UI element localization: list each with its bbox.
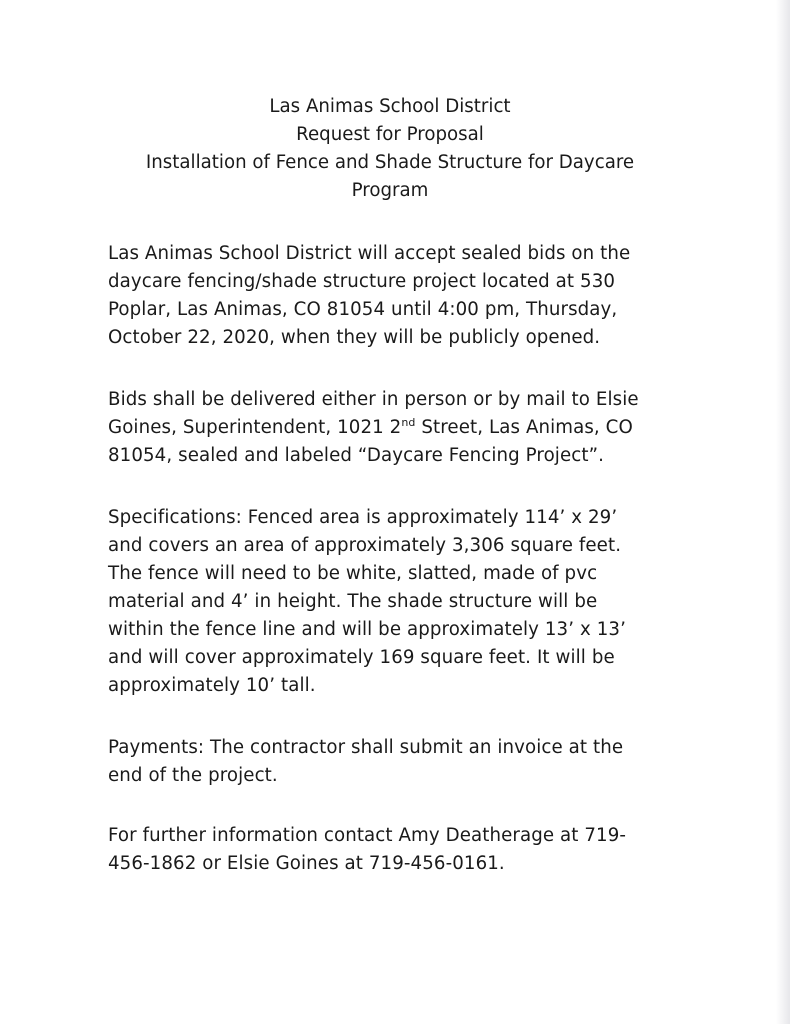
contact-paragraph	[108, 822, 708, 878]
document-header	[60, 93, 720, 205]
specifications-paragraph	[108, 504, 708, 700]
address-text-end: Street, Las Animas, CO	[415, 417, 633, 438]
paragraph-line: Poplar, Las Animas, CO 81054 until 4:00 pm, Thursday,	[108, 299, 618, 320]
paragraph-line: within the fence line and will be approximately 13’ x 13’	[108, 619, 626, 640]
page-edge-shadow	[776, 0, 790, 1024]
paragraph-line: Bids shall be delivered either in person or by mail to Elsie	[108, 389, 639, 410]
paragraph-line: and will cover approximately 169 square feet. It will be	[108, 647, 615, 668]
header-project-title-continued: Program	[351, 180, 429, 201]
paragraph-line: end of the project.	[108, 765, 278, 786]
ordinal-suffix: nd	[401, 415, 416, 429]
paragraph-line: approximately 10’ tall.	[108, 675, 316, 696]
header-district-name: Las Animas School District	[269, 96, 511, 117]
paragraph-line: For further information contact Amy Deatherage at 719-	[108, 825, 627, 846]
paragraph-line: 81054, sealed and labeled “Daycare Fencing Project”.	[108, 445, 604, 466]
header-project-title: Installation of Fence and Shade Structure for Daycare	[145, 152, 635, 173]
paragraph-line: and covers an area of approximately 3,306 square feet.	[108, 535, 622, 556]
paragraph-line: Las Animas School District will accept sealed bids on the	[108, 243, 631, 264]
paragraph-line-address	[108, 414, 708, 442]
paragraph-line: October 22, 2020, when they will be publicly opened.	[108, 327, 601, 348]
bids-paragraph	[108, 240, 708, 352]
paragraph-line: The fence will need to be white, slatted, made of pvc	[108, 563, 598, 584]
paragraph-line: 456-1862 or Elsie Goines at 719-456-0161.	[108, 853, 505, 874]
delivery-paragraph	[108, 386, 708, 470]
paragraph-line: Specifications: Fenced area is approximately 114’ x 29’	[108, 507, 618, 528]
address-text-start: Goines, Superintendent, 1021 2	[108, 417, 402, 438]
paragraph-line: Payments: The contractor shall submit an invoice at the	[108, 737, 624, 758]
paragraph-line: daycare fencing/shade structure project located at 530	[108, 271, 616, 292]
paragraph-line: material and 4’ in height. The shade structure will be	[108, 591, 598, 612]
payments-paragraph	[108, 734, 708, 790]
header-rfp-title: Request for Proposal	[296, 124, 484, 145]
